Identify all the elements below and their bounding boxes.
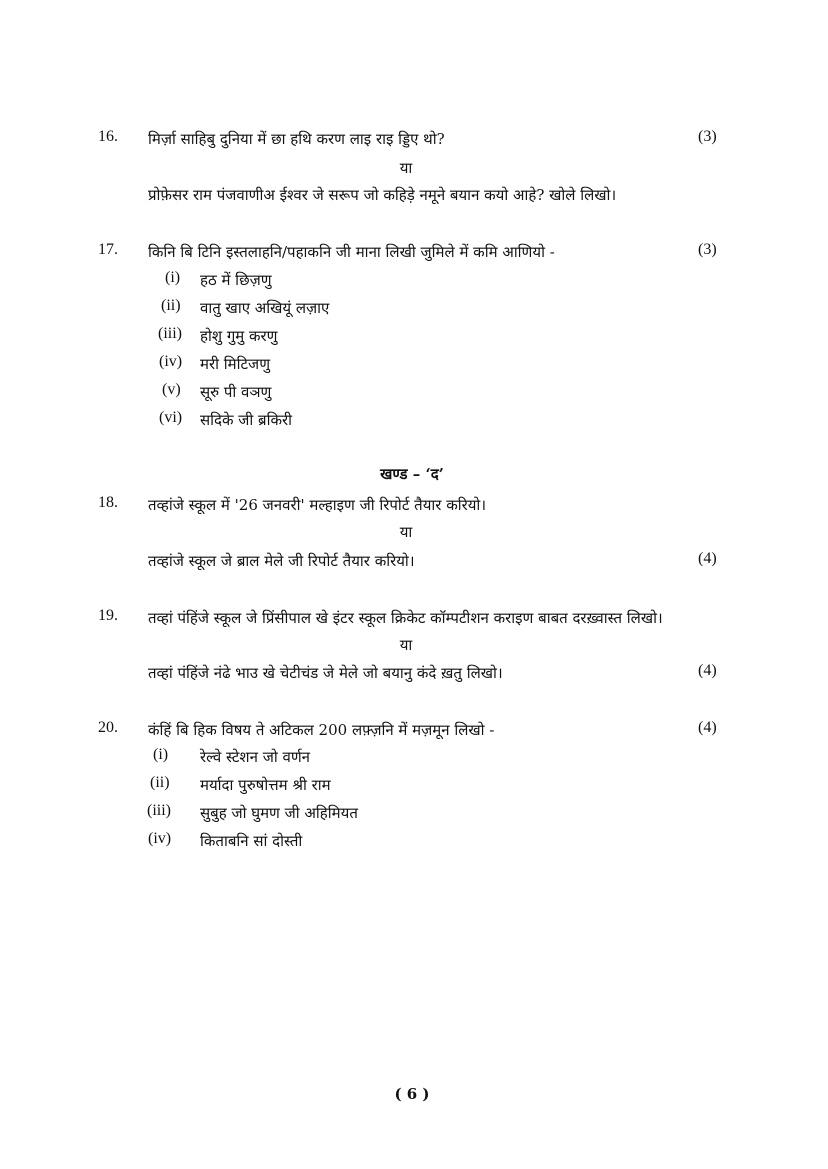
question-text: तव्हांजे स्कूल में '26 जनवरी' मल्हाइण जी रिपोर्ट तैयार करियो। (148, 496, 486, 514)
item-label: (iv) (148, 830, 172, 847)
or-label: या (399, 523, 413, 541)
item-text: मरी मिटिजणु (200, 355, 271, 373)
item-text: रेल्वे स्टेशन जो वर्णन (200, 748, 310, 766)
question-number: 18. (98, 494, 118, 511)
section-title: खण्ड – ‘द’ (380, 465, 444, 483)
marks-label: (4) (698, 719, 717, 736)
page-number: ( 6 ) (394, 1085, 430, 1103)
item-label: (iv) (159, 353, 183, 370)
or-label: या (399, 636, 413, 654)
question-number: 16. (98, 128, 118, 145)
marks-label: (3) (698, 241, 717, 258)
marks-label: (4) (698, 662, 717, 679)
or-label: या (399, 159, 413, 177)
item-text: सूरु पी वञणु (200, 383, 272, 401)
marks-label: (3) (698, 128, 717, 145)
question-number: 17. (98, 241, 118, 258)
item-text: हठ में छिज़णु (200, 271, 272, 289)
item-text: होशु गुमु करणु (200, 327, 278, 345)
item-label: (ii) (161, 297, 181, 314)
item-label: (v) (162, 381, 181, 398)
item-label: (ii) (150, 774, 170, 791)
question-text: मिर्ज़ा साहिबु दुनिया में छा हथि करण लाइ राइ ड्डिए थो? (148, 130, 445, 148)
item-label: (i) (153, 746, 169, 763)
question-text: कंहिं बि हिक विषय ते अटिकल 200 लफ़्ज़नि में मज़मून लिखो - (148, 721, 495, 739)
item-text: किताबनि सां दोस्ती (200, 832, 303, 850)
item-text: सदिके जी ब्रकिरी (200, 411, 293, 429)
item-text: सुबुह जो घुमण जी अहिमियत (200, 804, 358, 822)
item-label: (iii) (147, 802, 171, 819)
question-text: किनि बि टिनि इस्तलाहनि/पहाकनि जी माना लिखी जुमिले में कमि आणियो - (148, 243, 555, 261)
item-text: वातु खाए अखियूं लज़ाए (200, 299, 330, 317)
alternate-question-text: तव्हांजे स्कूल जे ब्राल मेले जी रिपोर्ट तैयार करियो। (148, 552, 415, 570)
item-label: (iii) (158, 325, 182, 342)
question-number: 19. (98, 607, 118, 624)
item-label: (vi) (159, 409, 183, 426)
question-text: तव्हां पंहिंजे स्कूल जे प्रिंसीपाल खे इंटर स्कूल क्रिकेट कॉम्पटीशन कराइण बाबत दरख़्वास्त लिखो। (148, 609, 663, 627)
alternate-question-text: तव्हां पंहिंजे नंढे भाउ खे चेटीचंड जे मेले जो बयानु कंदे ख़तु लिखो। (148, 664, 503, 682)
alternate-question-text: प्रोफ़ेसर राम पंजवाणीअ ईश्वर जे सरूप जो कहिड़े नमूने बयान कयो आहे? खोले लिखो। (148, 186, 617, 204)
question-number: 20. (98, 719, 118, 736)
item-label: (i) (165, 269, 181, 286)
item-text: मर्यादा पुरुषोत्तम श्री राम (200, 776, 331, 794)
marks-label: (4) (698, 550, 717, 567)
